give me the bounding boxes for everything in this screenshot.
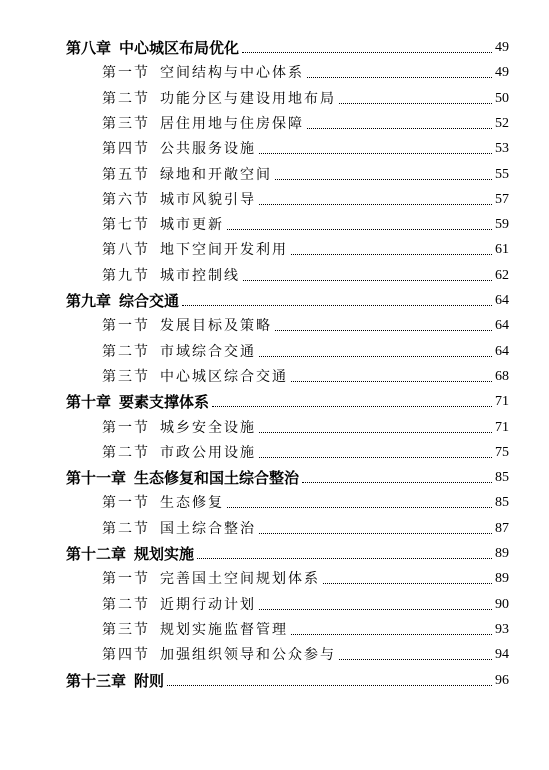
toc-entry-label	[66, 291, 179, 311]
dot-leader	[275, 179, 492, 180]
page-number: 75	[495, 444, 509, 460]
toc-chapter-entry[interactable]	[66, 466, 509, 488]
toc-entry-label	[102, 342, 256, 362]
chapter-title: 综合交通	[119, 292, 180, 310]
chapter-number: 第十三章	[66, 671, 127, 690]
section-number: 第三节	[102, 115, 150, 132]
toc-entry-label	[66, 468, 299, 488]
page-number: 85	[495, 470, 509, 486]
dot-leader	[291, 381, 492, 382]
section-number: 第四节	[102, 647, 150, 664]
section-title: 城市更新	[160, 217, 224, 234]
page-number: 52	[495, 115, 509, 131]
dot-leader	[227, 229, 492, 230]
toc-chapter-entry[interactable]	[66, 542, 509, 564]
dot-leader	[227, 507, 492, 508]
section-title: 功能分区与建设用地布局	[160, 90, 336, 107]
section-number: 第二节	[102, 596, 150, 613]
section-number: 第一节	[102, 318, 150, 335]
section-number: 第二节	[102, 343, 150, 360]
toc-section-entry[interactable]	[102, 61, 509, 83]
chapter-title: 规划实施	[134, 545, 195, 563]
section-title: 完善国土空间规划体系	[160, 571, 320, 588]
page-number: 71	[495, 419, 509, 435]
toc-section-entry[interactable]	[102, 441, 509, 463]
section-title: 市政公用设施	[160, 444, 256, 461]
toc-entry-label	[102, 215, 224, 235]
section-number: 第六节	[102, 191, 150, 208]
toc-entry-label	[102, 316, 272, 336]
page-number: 64	[495, 318, 509, 334]
toc-section-entry[interactable]	[102, 517, 509, 539]
page-number: 53	[495, 141, 509, 157]
dot-leader	[259, 533, 492, 534]
page-number: 61	[495, 242, 509, 258]
page-number: 62	[495, 267, 509, 283]
toc-section-entry[interactable]	[102, 213, 509, 235]
section-number: 第二节	[102, 444, 150, 461]
section-number: 第七节	[102, 217, 150, 234]
dot-leader	[212, 406, 492, 407]
section-title: 城市风貌引导	[160, 191, 256, 208]
page-number: 64	[495, 293, 509, 308]
dot-leader	[307, 128, 492, 129]
page-number: 93	[495, 621, 509, 637]
toc-section-entry[interactable]	[102, 87, 509, 109]
chapter-number: 第十一章	[66, 469, 127, 488]
toc-entry-label	[102, 139, 256, 159]
dot-leader	[291, 254, 492, 255]
chapter-title: 中心城区布局优化	[119, 39, 240, 57]
page-number: 85	[495, 495, 509, 511]
toc-chapter-entry[interactable]	[66, 36, 509, 58]
toc-chapter-entry[interactable]	[66, 669, 509, 691]
section-number: 第八节	[102, 242, 150, 259]
section-title: 公共服务设施	[160, 141, 256, 158]
toc-entry-label	[102, 114, 304, 134]
dot-leader	[259, 609, 492, 610]
toc-section-entry[interactable]	[102, 618, 509, 640]
chapter-number: 第八章	[66, 39, 112, 57]
dot-leader	[167, 685, 492, 686]
toc-section-entry[interactable]	[102, 643, 509, 665]
chapter-number: 第九章	[66, 292, 112, 310]
page-number: 71	[495, 394, 509, 410]
toc-entry-label	[102, 569, 320, 589]
section-title: 生态修复	[160, 495, 224, 512]
dot-leader	[307, 77, 492, 78]
toc-entry-label	[102, 266, 240, 286]
dot-leader	[259, 457, 492, 458]
section-title: 中心城区综合交通	[160, 368, 288, 385]
page-number: 89	[495, 546, 509, 561]
section-title: 绿地和开敞空间	[160, 166, 272, 183]
page-number: 96	[495, 672, 509, 688]
toc-entry-label	[102, 519, 256, 539]
page-number: 59	[495, 217, 509, 233]
section-title: 发展目标及策略	[160, 318, 272, 335]
toc-entry-label	[102, 493, 224, 513]
dot-leader	[259, 356, 492, 357]
section-title: 城市控制线	[160, 267, 240, 284]
section-number: 第九节	[102, 267, 150, 284]
toc-entry-label	[102, 418, 256, 438]
section-number: 第三节	[102, 368, 150, 385]
dot-leader	[259, 204, 492, 205]
section-title: 近期行动计划	[160, 596, 256, 613]
section-number: 第三节	[102, 621, 150, 638]
section-number: 第一节	[102, 571, 150, 588]
section-title: 空间结构与中心体系	[160, 65, 304, 82]
toc-entry-label	[102, 443, 256, 463]
dot-leader	[291, 634, 492, 635]
page-number: 49	[495, 65, 509, 81]
toc-section-entry[interactable]	[102, 163, 509, 185]
dot-leader	[182, 305, 492, 306]
toc-section-entry[interactable]	[102, 491, 509, 513]
section-title: 居住用地与住房保障	[160, 115, 304, 132]
dot-leader	[259, 153, 492, 154]
dot-leader	[339, 103, 492, 104]
toc-section-entry[interactable]	[102, 340, 509, 362]
dot-leader	[323, 583, 492, 584]
section-number: 第一节	[102, 65, 150, 82]
section-title: 加强组织领导和公众参与	[160, 647, 336, 664]
page-number: 87	[495, 520, 509, 536]
toc-section-entry[interactable]	[102, 416, 509, 438]
toc-section-entry[interactable]	[102, 137, 509, 159]
dot-leader	[302, 482, 492, 483]
page-number: 89	[495, 571, 509, 587]
toc-entry-label	[102, 190, 256, 210]
page-number: 49	[495, 40, 509, 55]
toc-section-entry[interactable]	[102, 567, 509, 589]
chapter-title: 要素支撑体系	[119, 393, 210, 412]
dot-leader	[275, 330, 492, 331]
toc-entry-label	[102, 165, 272, 185]
section-number: 第二节	[102, 520, 150, 537]
chapter-title: 附则	[134, 671, 165, 690]
page-number: 64	[495, 343, 509, 359]
toc-entry-label	[66, 38, 239, 58]
dot-leader	[197, 558, 492, 559]
dot-leader	[259, 432, 492, 433]
section-title: 市域综合交通	[160, 343, 256, 360]
toc-section-entry[interactable]	[102, 264, 509, 286]
page-number: 57	[495, 191, 509, 207]
toc-entry-label	[66, 392, 209, 412]
section-number: 第二节	[102, 90, 150, 107]
page-number: 50	[495, 90, 509, 106]
toc-section-entry[interactable]	[102, 112, 509, 134]
page-number: 68	[495, 368, 509, 384]
toc-entry-label	[66, 544, 194, 564]
toc-entry-label	[102, 645, 336, 665]
toc-section-entry[interactable]	[102, 238, 509, 260]
section-number: 第一节	[102, 495, 150, 512]
toc-entry-label	[102, 240, 288, 260]
chapter-title: 生态修复和国土综合整治	[134, 469, 300, 488]
chapter-number: 第十二章	[66, 545, 127, 563]
toc-chapter-entry[interactable]	[66, 289, 509, 311]
dot-leader	[243, 280, 492, 281]
page-number: 94	[495, 647, 509, 663]
dot-leader	[242, 52, 492, 53]
toc-chapter-entry[interactable]	[66, 390, 509, 412]
chapter-number: 第十章	[66, 393, 112, 412]
page-number: 90	[495, 596, 509, 612]
toc-entry-label	[102, 620, 288, 640]
section-title: 国土综合整治	[160, 520, 256, 537]
toc-entry-label	[102, 89, 336, 109]
toc-entry-label	[66, 671, 164, 691]
section-number: 第一节	[102, 419, 150, 436]
section-number: 第四节	[102, 141, 150, 158]
page-number: 55	[495, 166, 509, 182]
section-number: 第五节	[102, 166, 150, 183]
section-title: 城乡安全设施	[160, 419, 256, 436]
toc-section-entry[interactable]	[102, 593, 509, 615]
toc-entry-label	[102, 595, 256, 615]
toc-section-entry[interactable]	[102, 188, 509, 210]
dot-leader	[339, 659, 492, 660]
toc-section-entry[interactable]	[102, 365, 509, 387]
section-title: 规划实施监督管理	[160, 621, 288, 638]
section-title: 地下空间开发利用	[160, 242, 288, 259]
toc-section-entry[interactable]	[102, 314, 509, 336]
toc-entry-label	[102, 367, 288, 387]
toc-entry-label	[102, 63, 304, 83]
